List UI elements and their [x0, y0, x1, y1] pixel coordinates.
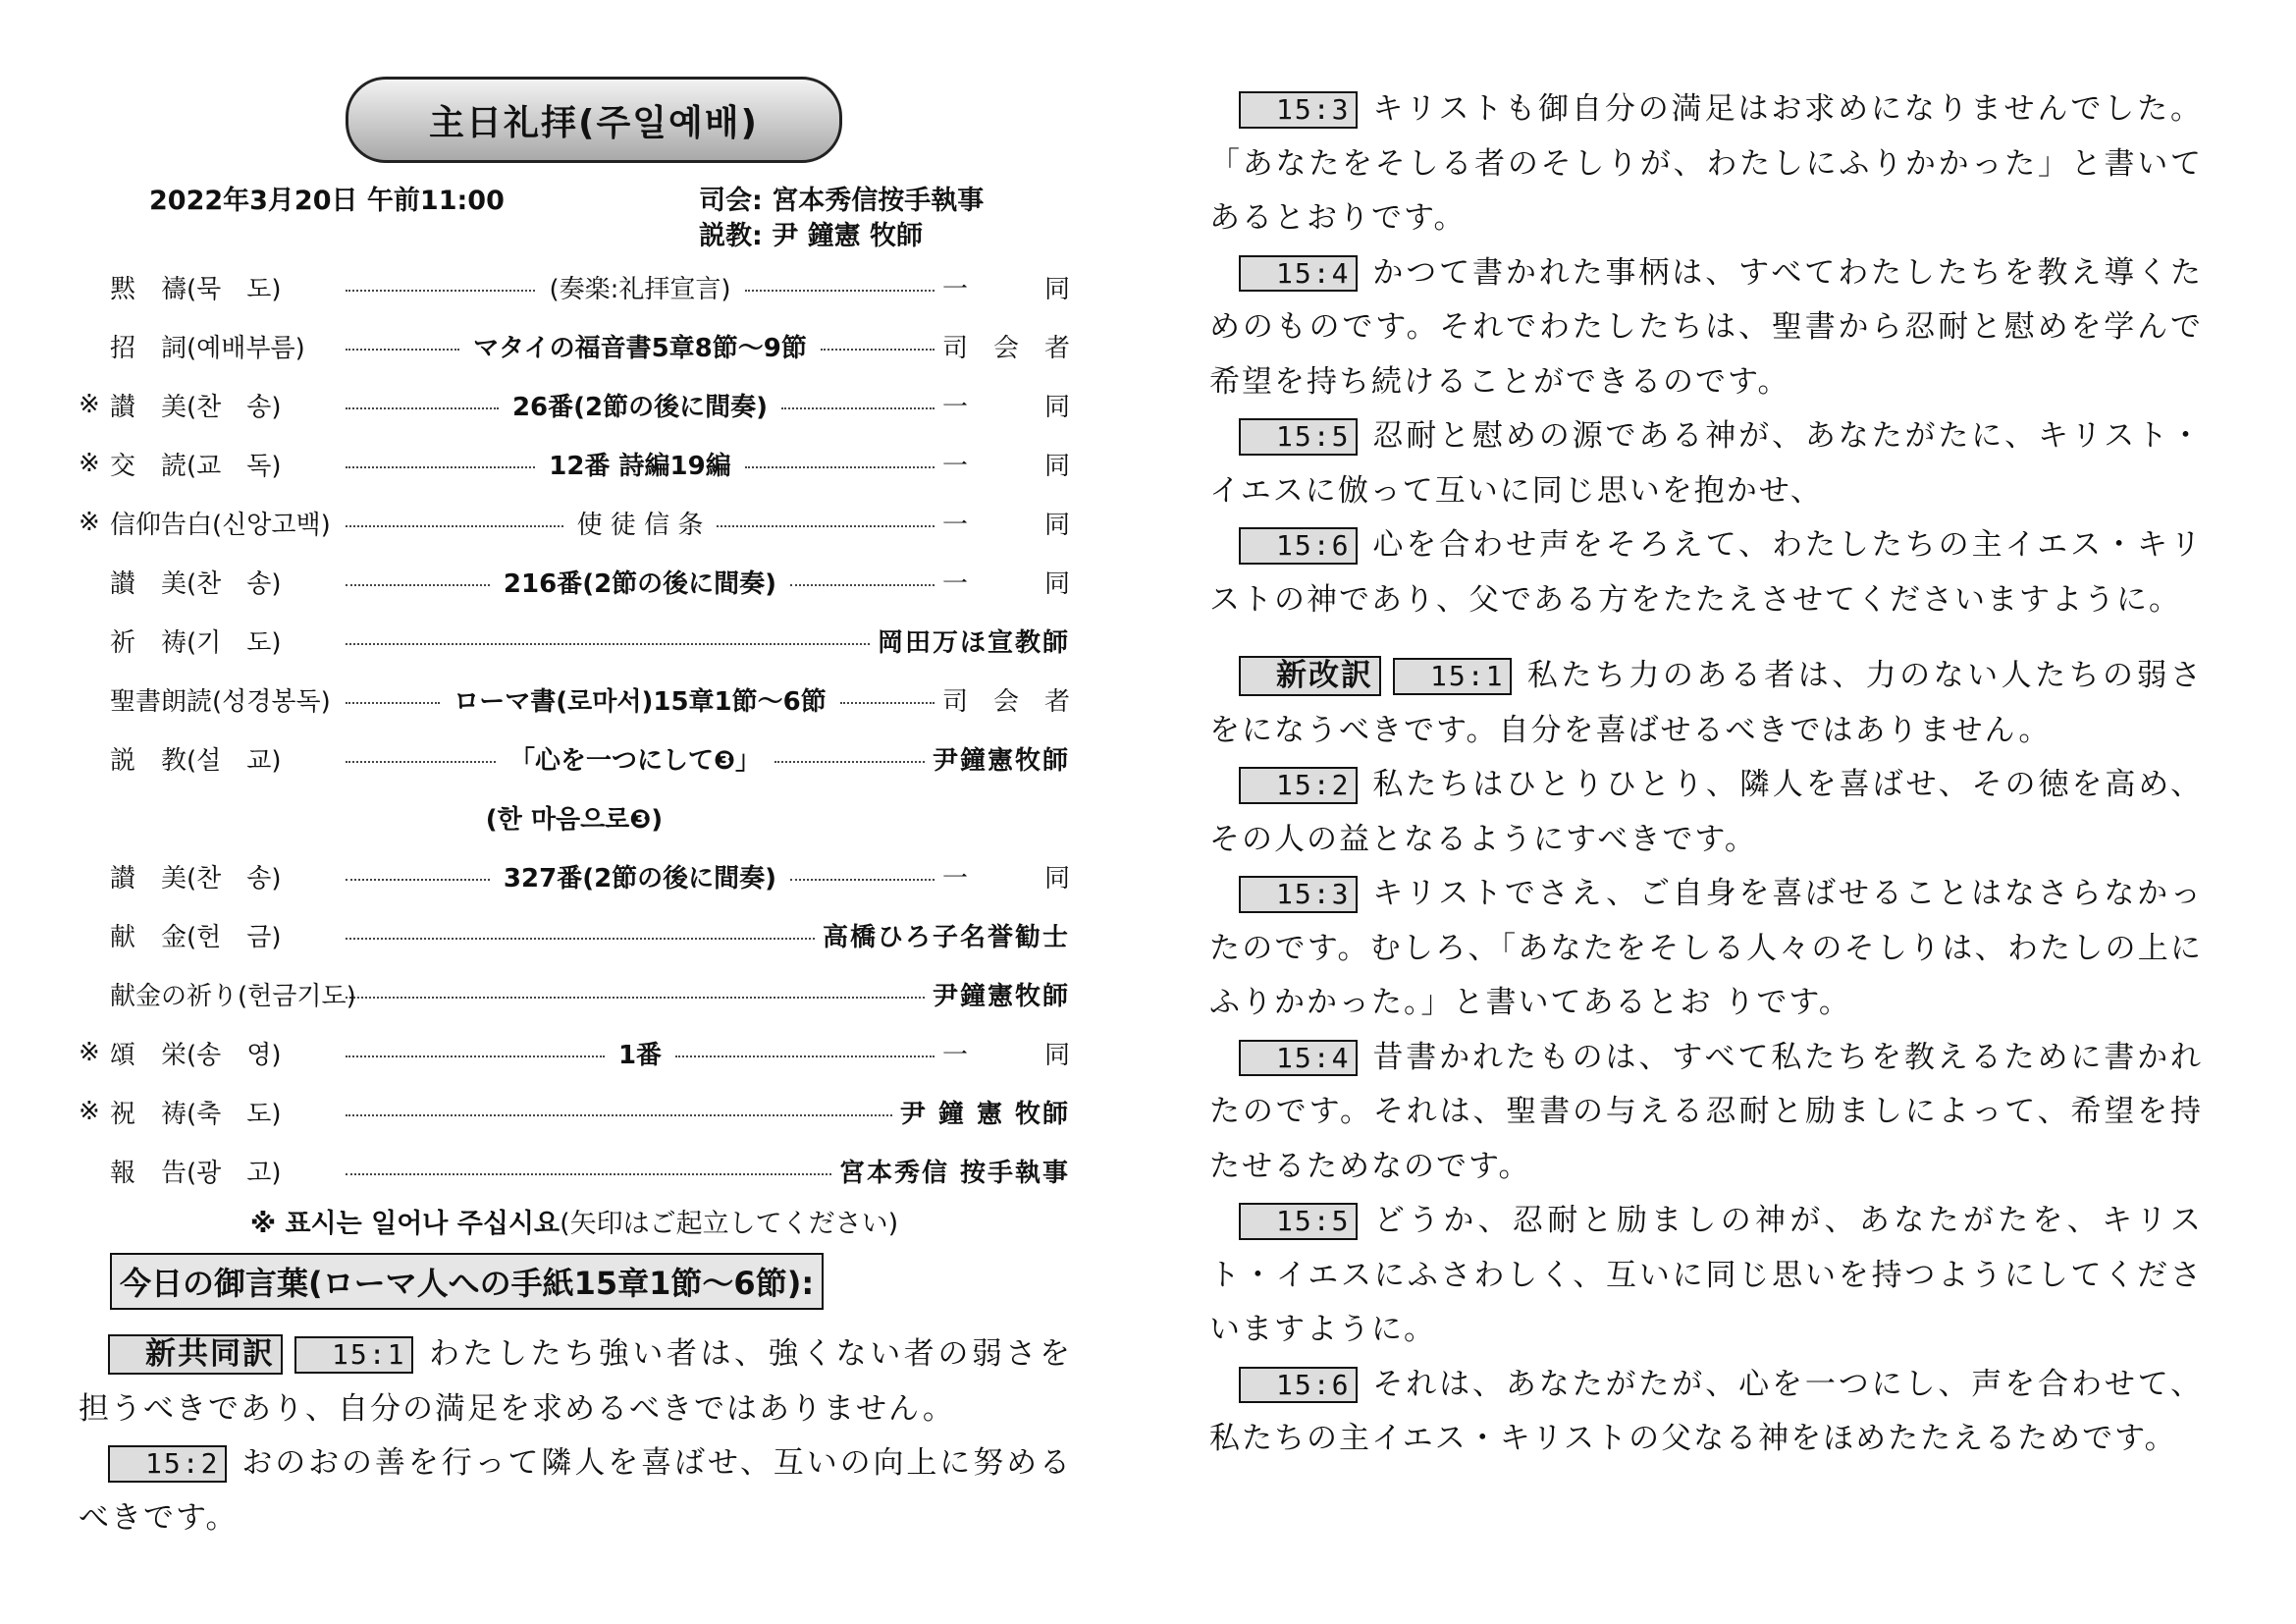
service-date: 2022年3月20日 午前11:00 — [149, 186, 505, 216]
verse-text: どうか、忍耐と励ましの神が、あなたがたを、キリスト・イエスにふさわしく、互いに同じ思いを持つようにしてくださいますように。 — [1209, 1203, 2203, 1347]
verse-text: 心を合わせ声をそろえて、わたしたちの主イエス・キリストの神であり、父である方をたたえさせてくださいますように。 — [1209, 527, 2203, 618]
order-item: 祝 祷(축 도) — [110, 1099, 282, 1129]
order-row — [79, 905, 1070, 964]
leader-dots — [675, 1056, 934, 1057]
verse-text: 昔書かれたものは、すべて私たちを教えるために書かれたのです。それは、聖書の与える忍耐と励ましによって、希望を持たせるためなのです。 — [1209, 1039, 2203, 1184]
verse — [1209, 649, 2203, 758]
preacher: 説教: 尹 鐘憲 牧師 — [699, 221, 923, 251]
verse — [1209, 1031, 2203, 1195]
leader-line — [338, 328, 942, 364]
leader-line — [338, 1107, 900, 1116]
order-item: 聖書朗読(성경봉독) — [110, 686, 331, 717]
order-row — [79, 1023, 1095, 1082]
verse — [79, 1436, 1072, 1545]
order-of-service — [79, 257, 1095, 1200]
scripture-left — [79, 1320, 1072, 1545]
order-content: 12番 詩編19編 — [549, 451, 731, 481]
verse-text: 忍耐と慰めの源である神が、あなたがたに、キリスト・イエスに倣って互いに同じ思いを抱かせ、 — [1209, 418, 2203, 509]
left-column — [79, 0, 1095, 1624]
order-content: 使 徒 信 条 — [576, 510, 704, 540]
order-item: 祈 祷(기 도) — [110, 627, 282, 658]
verse-number: 15:1 — [1393, 658, 1512, 695]
leader-dots — [346, 290, 535, 292]
leader-line — [338, 387, 942, 423]
standing-mark: ※ — [79, 508, 100, 537]
word-heading: 今日の御言葉(ローマ人への手紙15章1節〜6節): — [110, 1253, 824, 1310]
order-row — [79, 729, 1070, 787]
verse-number: 15:2 — [108, 1445, 227, 1483]
order-item: 交 読(교 독) — [110, 451, 282, 481]
verse-number: 15:3 — [1239, 91, 1358, 129]
verse-text: 私たち力のある者は、力のない人たちの弱さをになうべきです。自分を喜ばせるべきではありません。 — [1209, 658, 2203, 748]
order-person: 岡田万ほ宣教師 — [877, 627, 1070, 658]
order-row — [79, 257, 1095, 316]
presider: 司会: 宮本秀信按手執事 — [699, 186, 985, 216]
verse-number: 15:6 — [1239, 1367, 1358, 1404]
verse-number: 15:3 — [1239, 876, 1358, 913]
order-person: 宮本秀信 按手執事 — [838, 1158, 1070, 1188]
order-person: 尹 鐘 憲 牧師 — [899, 1099, 1070, 1129]
order-content: 「心を一つにして❸」 — [508, 745, 761, 776]
order-item: 讃 美(찬 송) — [110, 863, 282, 893]
leader-line — [338, 930, 823, 940]
standing-mark: ※ — [79, 1097, 100, 1126]
leader-dots — [790, 879, 934, 881]
leader-dots — [346, 938, 815, 940]
leader-line — [338, 989, 933, 999]
translation-tag: 新改訳 — [1239, 656, 1381, 696]
leader-dots — [821, 349, 934, 351]
verse-text: キリストも御自分の満足はお求めになりませんでした。「あなたをそしる者のそしりが、わたしにふりかかった」と書いてあるとおりです。 — [1209, 91, 2203, 236]
leader-dots — [346, 584, 490, 586]
standing-notice — [79, 1202, 1070, 1240]
order-row — [79, 552, 1095, 611]
verse-text: それは、あなたがたが、心を一つにし、声を合わせて、私たちの主イエス・キリストの父なる神をほめたたえるためです。 — [1209, 1366, 2203, 1456]
order-row — [79, 964, 1070, 1023]
order-person: 司会者 — [941, 686, 1095, 717]
order-person: 尹鐘憲牧師 — [932, 981, 1070, 1011]
scripture-right — [1209, 75, 2203, 1467]
leader-dots — [346, 702, 440, 704]
verse — [1209, 246, 2203, 410]
leader-dots — [745, 290, 934, 292]
order-content: 327番(2節の後に間奏) — [503, 863, 777, 893]
standing-mark: ※ — [79, 390, 100, 419]
verse-number: 15:5 — [1239, 1203, 1358, 1240]
order-item: 献 金(헌 금) — [110, 922, 282, 952]
notice-main: ※ 표시는 일어나 주십시요 — [249, 1209, 561, 1239]
order-person: 司会者 — [941, 333, 1095, 363]
order-item: 説 教(설 교) — [110, 745, 282, 776]
order-item: 頌 栄(송 영) — [110, 1040, 282, 1070]
verse-text: おのおの善を行って隣人を喜ばせ、互いの向上に努めるべきです。 — [79, 1445, 1072, 1536]
leader-line — [338, 564, 942, 600]
notice-sub: (矢印はご起立してください) — [560, 1209, 899, 1239]
order-item: 黙 禱(묵 도) — [110, 274, 282, 304]
order-content: 26番(2節の後に間奏) — [511, 392, 769, 422]
leader-dots — [346, 643, 870, 645]
leader-dots — [790, 584, 934, 586]
order-content: マタイの福音書5章8節〜9節 — [473, 333, 807, 363]
leader-dots — [745, 466, 934, 468]
verse-number: 15:5 — [1239, 418, 1358, 456]
order-content: 1番 — [617, 1040, 663, 1070]
verse-number: 15:2 — [1239, 767, 1358, 804]
order-person: 高橋ひろ子名誉勧士 — [822, 922, 1070, 952]
standing-mark: ※ — [79, 1038, 100, 1067]
order-row — [79, 1082, 1070, 1141]
order-row — [79, 493, 1095, 552]
leader-dots — [781, 407, 934, 409]
leader-line — [338, 858, 942, 894]
order-item: 招 詞(예배부름) — [110, 333, 305, 363]
leader-dots — [717, 525, 934, 527]
verse — [1209, 82, 2203, 246]
order-row — [79, 670, 1095, 729]
verse-number: 15:4 — [1239, 1040, 1358, 1077]
verse-number: 15:4 — [1239, 255, 1358, 293]
leader-line — [338, 269, 942, 305]
leader-line — [338, 635, 878, 645]
leader-dots — [346, 1114, 892, 1116]
order-row — [79, 611, 1070, 670]
order-content: ローマ書(로마서)15章1節〜6節 — [454, 686, 827, 717]
verse-number: 15:1 — [294, 1336, 413, 1374]
leader-line — [338, 446, 942, 482]
leader-line — [338, 681, 942, 718]
verse — [1209, 867, 2203, 1031]
leader-line — [338, 740, 933, 777]
leader-dots — [346, 1056, 605, 1057]
verse-text: かつて書かれた事柄は、すべてわたしたちを教え導くためのものです。それでわたしたちは、聖書から忍耐と慰めを学んで希望を持ち続けることができるのです。 — [1209, 254, 2203, 400]
order-person: 一 同 — [941, 392, 1095, 422]
leader-dots — [346, 879, 490, 881]
order-person: 一 同 — [941, 274, 1095, 304]
leader-dots — [346, 1173, 831, 1175]
order-row — [79, 846, 1095, 905]
order-row — [79, 316, 1095, 375]
order-person: 一 同 — [941, 510, 1095, 540]
leader-dots — [346, 761, 496, 763]
order-item: 信仰告白(신앙고백) — [110, 510, 331, 540]
order-person: 尹鐘憲牧師 — [932, 745, 1070, 776]
order-person: 一 同 — [941, 1040, 1095, 1070]
page-title: 主日礼拝(주일예배) — [346, 77, 842, 163]
verse — [79, 1327, 1072, 1436]
order-content: (한 마음으로❸) — [485, 804, 664, 835]
leader-dots — [346, 525, 563, 527]
verse — [1209, 409, 2203, 518]
leader-line — [338, 505, 942, 541]
leader-dots — [346, 466, 535, 468]
leader-line — [338, 1035, 942, 1071]
leader-dots — [346, 407, 499, 409]
verse — [1209, 1358, 2203, 1467]
order-row — [79, 434, 1095, 493]
leader-dots — [346, 997, 925, 999]
translation-tag: 新共同訳 — [108, 1334, 283, 1375]
order-person: 一 同 — [941, 451, 1095, 481]
order-row — [79, 375, 1095, 434]
order-row — [79, 787, 1070, 846]
leader-dots — [774, 761, 925, 763]
leader-dots — [346, 349, 459, 351]
order-item: 讃 美(찬 송) — [110, 568, 282, 599]
leader-line — [338, 1165, 839, 1175]
order-content: (奏楽:礼拝宣言) — [549, 274, 731, 304]
verse — [1209, 758, 2203, 867]
order-item: 讃 美(찬 송) — [110, 392, 282, 422]
verse-number: 15:6 — [1239, 527, 1358, 565]
verse-text: 私たちはひとりひとり、隣人を喜ばせ、その徳を高め、その人の益となるようにすべきです。 — [1209, 767, 2203, 857]
order-person: 一 同 — [941, 568, 1095, 599]
verse — [1209, 1194, 2203, 1358]
leader-dots — [840, 702, 934, 704]
verse-text: キリストでさえ、ご自身を喜ばせることはなさらなかったのです。むしろ、「あなたをそしる人々のそしりは、わたしの上にふりかかった。」と書いてあるとお りです。 — [1209, 876, 2203, 1020]
order-item: 報 告(광 고) — [110, 1158, 282, 1188]
verse — [1209, 518, 2203, 627]
verse-text: わたしたち強い者は、強くない者の弱さを担うべきであり、自分の満足を求めるべきではありません。 — [79, 1336, 1072, 1427]
standing-mark: ※ — [79, 449, 100, 478]
order-person: 一 同 — [941, 863, 1095, 893]
order-row — [79, 1141, 1070, 1200]
order-content: 216番(2節の後に間奏) — [503, 568, 777, 599]
order-item: 献金の祈り(헌금기도) — [110, 981, 356, 1011]
